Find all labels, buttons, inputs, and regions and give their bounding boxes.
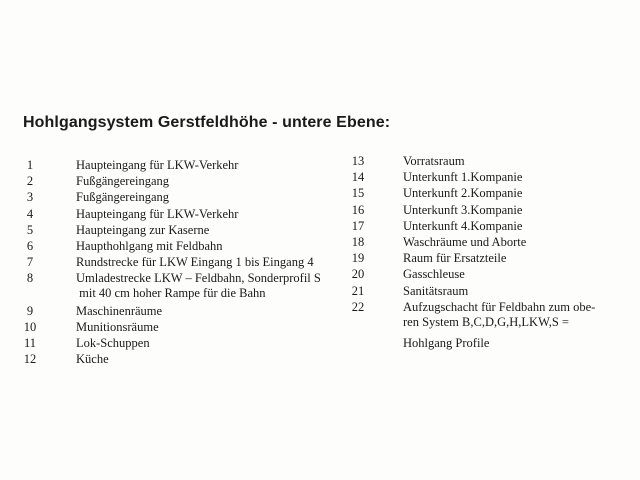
legend-item-label-line2: mit 40 cm hoher Rampe für die Bahn [76, 286, 266, 301]
legend-item-label: Haupteingang für LKW-Verkehr [76, 206, 239, 221]
legend-item-number: 11 [23, 336, 37, 351]
legend-item-number: 20 [351, 267, 365, 282]
legend-item-number: 2 [26, 174, 34, 189]
legend-item-number: 19 [351, 251, 365, 266]
legend-item-label: Unterkunft 2.Kompanie [403, 186, 523, 201]
legend-item-label: Haupthohlgang mit Feldbahn [76, 238, 223, 253]
legend-item-label: Haupteingang für LKW-Verkehr [76, 158, 239, 172]
legend-item-number: 22 [351, 299, 365, 314]
legend-item-number: 13 [351, 154, 365, 168]
legend-item-label: Lok-Schuppen [76, 336, 150, 351]
legend-item-label: Waschräume und Aborte [403, 234, 527, 249]
legend-item-label: Haupteingang zur Kaserne [76, 222, 210, 237]
legend-item-label-line1: Umladestrecke LKW – Feldbahn, Sonderprofil S [76, 271, 321, 286]
legend-item-number: 7 [26, 255, 34, 270]
legend-item-label-line1: Aufzugschacht für Feldbahn zum obe- [403, 299, 596, 314]
legend-item-label: Maschinenräume [76, 303, 163, 318]
legend-item-label: Fußgängereingang [76, 190, 170, 205]
legend-item-label: Unterkunft 3.Kompanie [403, 202, 523, 217]
legend-item-label: Munitionsräume [76, 319, 159, 334]
page-title: Hohlgangsystem Gerstfeldhöhe - untere Ebene: [23, 114, 391, 131]
footer-note: Hohlgang Profile [403, 336, 490, 351]
legend-item-number: 8 [26, 271, 34, 286]
legend-item-number: 6 [26, 238, 34, 253]
legend-item-number: 16 [351, 202, 365, 217]
legend-item-label-line2: ren System B,C,D,G,H,LKW,S = [403, 314, 569, 329]
legend-item-number: 5 [26, 222, 34, 237]
legend-item-number: 17 [351, 218, 365, 233]
legend-item-number: 1 [26, 158, 34, 172]
legend-item-label: Gasschleuse [403, 267, 465, 282]
legend-item-label: Unterkunft 1.Kompanie [403, 170, 523, 185]
legend-item-label: Fußgängereingang [76, 174, 170, 189]
legend-item-label [76, 271, 321, 301]
legend-item-number: 12 [23, 352, 37, 367]
legend-item-number: 15 [351, 186, 365, 201]
legend-item-number: 3 [26, 190, 34, 205]
legend-item-number: 9 [26, 303, 34, 318]
legend-item-label: Vorratsraum [403, 154, 465, 168]
legend-item-label: Raum für Ersatzteile [403, 251, 507, 266]
legend-item-label: Unterkunft 4.Kompanie [403, 218, 523, 233]
legend-item-number: 4 [26, 206, 34, 221]
legend-item-number: 21 [351, 283, 365, 298]
legend-item-label: Sanitätsraum [403, 283, 469, 298]
legend-item-number: 10 [23, 319, 37, 334]
legend-item-label: Rundstrecke für LKW Eingang 1 bis Eingang 4 [76, 255, 314, 270]
legend-item-number: 18 [351, 234, 365, 249]
legend-item-label [403, 300, 595, 330]
legend-item-number: 14 [351, 170, 365, 185]
legend-item-label: Küche [76, 352, 109, 367]
